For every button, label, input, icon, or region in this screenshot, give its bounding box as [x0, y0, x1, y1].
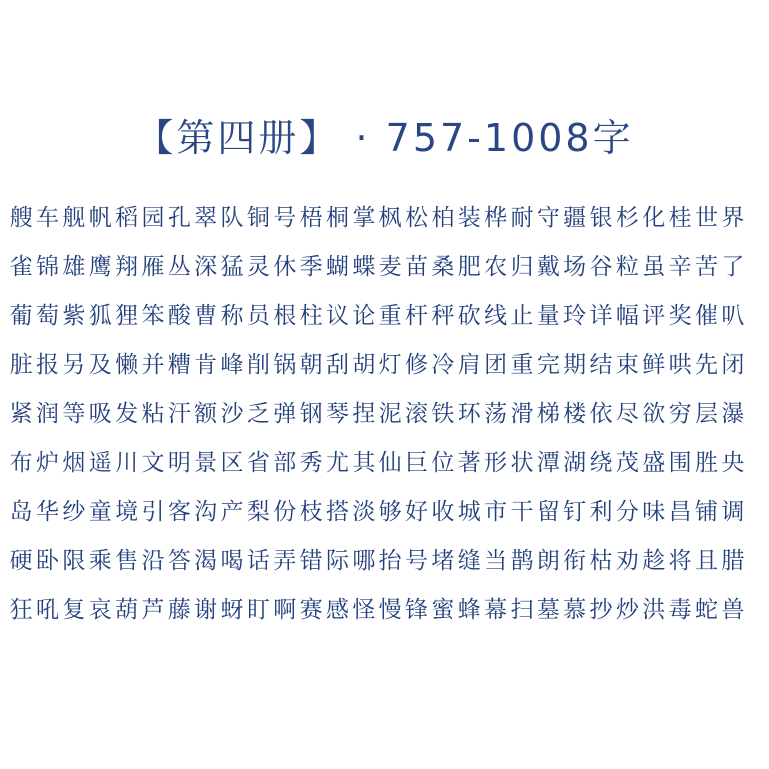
character: 车 [36, 205, 60, 231]
character: 肥 [457, 254, 481, 280]
character: 园 [141, 205, 165, 231]
character: 耐 [510, 205, 534, 231]
character: 当 [484, 548, 508, 574]
character: 毒 [668, 597, 692, 623]
character: 桐 [325, 205, 349, 231]
character: 先 [694, 352, 718, 378]
character: 渴 [194, 548, 218, 574]
character: 市 [484, 499, 508, 525]
character: 调 [721, 499, 745, 525]
character: 潭 [536, 450, 560, 476]
character: 评 [642, 303, 666, 329]
character: 肯 [194, 352, 218, 378]
character: 且 [694, 548, 718, 574]
character: 湖 [563, 450, 587, 476]
character: 量 [536, 303, 560, 329]
character: 穷 [668, 401, 692, 427]
character: 趁 [642, 548, 666, 574]
character: 疆 [563, 205, 587, 231]
character: 欲 [642, 401, 666, 427]
character: 期 [563, 352, 587, 378]
character: 慢 [378, 597, 402, 623]
character: 胜 [694, 450, 718, 476]
character: 额 [194, 401, 218, 427]
character: 队 [220, 205, 244, 231]
character: 腊 [721, 548, 745, 574]
character: 束 [615, 352, 639, 378]
character: 著 [457, 450, 481, 476]
character: 削 [246, 352, 270, 378]
character: 劝 [615, 548, 639, 574]
character: 雁 [141, 254, 165, 280]
character: 搭 [325, 499, 349, 525]
character: 乘 [88, 548, 112, 574]
character: 哀 [88, 597, 112, 623]
character: 吼 [36, 597, 60, 623]
character: 茂 [615, 450, 639, 476]
character: 蝴 [325, 254, 349, 280]
page-title: 【第四册】 · 757-1008字 [135, 116, 634, 160]
character: 麦 [378, 254, 402, 280]
character: 止 [510, 303, 534, 329]
character: 闭 [721, 352, 745, 378]
character: 慕 [563, 597, 587, 623]
character: 售 [115, 548, 139, 574]
character: 幕 [484, 597, 508, 623]
character: 抄 [589, 597, 613, 623]
character: 沿 [141, 548, 165, 574]
character: 尤 [325, 450, 349, 476]
character: 翔 [115, 254, 139, 280]
character: 冷 [431, 352, 455, 378]
character: 区 [220, 450, 244, 476]
character: 感 [325, 597, 349, 623]
character: 蜂 [457, 597, 481, 623]
character: 戴 [536, 254, 560, 280]
character: 蝶 [352, 254, 376, 280]
character: 秀 [299, 450, 323, 476]
character: 发 [115, 401, 139, 427]
character: 楼 [563, 401, 587, 427]
character-row [8, 537, 746, 586]
character: 谢 [194, 597, 218, 623]
character: 朝 [299, 352, 323, 378]
character: 硬 [9, 548, 33, 574]
character: 瀑 [721, 401, 745, 427]
character: 产 [220, 499, 244, 525]
character: 归 [510, 254, 534, 280]
character: 等 [62, 401, 86, 427]
character: 泥 [378, 401, 402, 427]
character: 客 [167, 499, 191, 525]
character: 根 [273, 303, 297, 329]
character: 详 [589, 303, 613, 329]
character: 芦 [141, 597, 165, 623]
character: 掌 [352, 205, 376, 231]
character: 葡 [9, 303, 33, 329]
character: 赛 [299, 597, 323, 623]
character: 仙 [378, 450, 402, 476]
character: 巨 [405, 450, 429, 476]
character: 央 [721, 450, 745, 476]
character: 杉 [615, 205, 639, 231]
character: 玲 [563, 303, 587, 329]
character: 藤 [167, 597, 191, 623]
character: 限 [62, 548, 86, 574]
character: 秤 [431, 303, 455, 329]
character: 肩 [457, 352, 481, 378]
character: 枫 [378, 205, 402, 231]
character: 结 [589, 352, 613, 378]
character: 炒 [615, 597, 639, 623]
character: 围 [668, 450, 692, 476]
character: 铁 [431, 401, 455, 427]
character: 怪 [352, 597, 376, 623]
character: 盛 [642, 450, 666, 476]
character-row [8, 292, 746, 341]
character: 墓 [536, 597, 560, 623]
character: 锦 [36, 254, 60, 280]
character: 线 [484, 303, 508, 329]
character: 铺 [694, 499, 718, 525]
character: 笨 [141, 303, 165, 329]
character-row [8, 439, 746, 488]
character: 布 [9, 450, 33, 476]
character: 世 [694, 205, 718, 231]
character: 够 [378, 499, 402, 525]
character: 蛇 [694, 597, 718, 623]
character: 华 [36, 499, 60, 525]
character: 鹰 [88, 254, 112, 280]
character: 朗 [536, 548, 560, 574]
character: 卧 [36, 548, 60, 574]
character: 状 [510, 450, 534, 476]
character: 砍 [457, 303, 481, 329]
character: 哄 [668, 352, 692, 378]
character: 银 [589, 205, 613, 231]
character: 部 [273, 450, 297, 476]
character: 童 [88, 499, 112, 525]
character: 明 [167, 450, 191, 476]
character: 扫 [510, 597, 534, 623]
character: 糟 [167, 352, 191, 378]
character: 灵 [246, 254, 270, 280]
character: 鹊 [510, 548, 534, 574]
character: 哪 [352, 548, 376, 574]
character: 柱 [299, 303, 323, 329]
character: 守 [536, 205, 560, 231]
character: 位 [431, 450, 455, 476]
character: 虽 [642, 254, 666, 280]
character: 沙 [220, 401, 244, 427]
character: 衔 [563, 548, 587, 574]
character: 狐 [88, 303, 112, 329]
character: 锅 [273, 352, 297, 378]
character: 界 [721, 205, 745, 231]
character: 完 [536, 352, 560, 378]
character: 荡 [484, 401, 508, 427]
character: 鲜 [642, 352, 666, 378]
character: 孔 [167, 205, 191, 231]
character: 环 [457, 401, 481, 427]
character: 粘 [141, 401, 165, 427]
character: 淡 [352, 499, 376, 525]
character: 堵 [431, 548, 455, 574]
character: 雀 [9, 254, 33, 280]
character: 重 [378, 303, 402, 329]
character: 炉 [36, 450, 60, 476]
character: 将 [668, 548, 692, 574]
character: 形 [484, 450, 508, 476]
character: 枯 [589, 548, 613, 574]
character: 答 [167, 548, 191, 574]
character: 修 [405, 352, 429, 378]
character: 脏 [9, 352, 33, 378]
character: 议 [325, 303, 349, 329]
character: 际 [325, 548, 349, 574]
character: 桑 [431, 254, 455, 280]
character: 柏 [431, 205, 455, 231]
character: 引 [141, 499, 165, 525]
character: 丛 [167, 254, 191, 280]
character: 捏 [352, 401, 376, 427]
character: 帆 [88, 205, 112, 231]
character: 乏 [246, 401, 270, 427]
character: 留 [536, 499, 560, 525]
character: 催 [694, 303, 718, 329]
character: 了 [721, 254, 745, 280]
character: 缝 [457, 548, 481, 574]
character: 松 [405, 205, 429, 231]
character: 钉 [563, 499, 587, 525]
character: 场 [563, 254, 587, 280]
character: 依 [589, 401, 613, 427]
character: 省 [246, 450, 270, 476]
character-list [8, 194, 746, 635]
character: 沟 [194, 499, 218, 525]
character: 洪 [642, 597, 666, 623]
character: 盯 [246, 597, 270, 623]
character: 粒 [615, 254, 639, 280]
character: 休 [273, 254, 297, 280]
character: 翠 [194, 205, 218, 231]
character: 团 [484, 352, 508, 378]
character: 昌 [668, 499, 692, 525]
character: 雄 [62, 254, 86, 280]
character: 并 [141, 352, 165, 378]
character: 城 [457, 499, 481, 525]
character: 狸 [115, 303, 139, 329]
character: 兽 [721, 597, 745, 623]
character-row [8, 243, 746, 292]
character: 狂 [9, 597, 33, 623]
character-row [8, 488, 746, 537]
character: 岛 [9, 499, 33, 525]
character: 号 [405, 548, 429, 574]
character: 刮 [325, 352, 349, 378]
character: 利 [589, 499, 613, 525]
character: 曹 [194, 303, 218, 329]
character: 农 [484, 254, 508, 280]
character: 紧 [9, 401, 33, 427]
character: 装 [457, 205, 481, 231]
character: 份 [273, 499, 297, 525]
character: 干 [510, 499, 534, 525]
character: 杆 [405, 303, 429, 329]
character: 收 [431, 499, 455, 525]
character: 化 [642, 205, 666, 231]
character: 稻 [115, 205, 139, 231]
character: 枝 [299, 499, 323, 525]
character: 吸 [88, 401, 112, 427]
character: 景 [194, 450, 218, 476]
character: 谷 [589, 254, 613, 280]
character: 复 [62, 597, 86, 623]
character: 其 [352, 450, 376, 476]
character: 尽 [615, 401, 639, 427]
character: 境 [115, 499, 139, 525]
character: 汗 [167, 401, 191, 427]
character: 论 [352, 303, 376, 329]
character: 称 [220, 303, 244, 329]
character: 滚 [405, 401, 429, 427]
character: 苗 [405, 254, 429, 280]
character-row [8, 390, 746, 439]
character: 紫 [62, 303, 86, 329]
character: 好 [405, 499, 429, 525]
character: 蚜 [220, 597, 244, 623]
character: 桂 [668, 205, 692, 231]
character: 梨 [246, 499, 270, 525]
character: 幅 [615, 303, 639, 329]
character: 弄 [273, 548, 297, 574]
character: 梯 [536, 401, 560, 427]
character: 川 [115, 450, 139, 476]
character: 懒 [115, 352, 139, 378]
character: 话 [246, 548, 270, 574]
character: 铜 [246, 205, 270, 231]
character: 号 [273, 205, 297, 231]
character-row [8, 194, 746, 243]
character: 灯 [378, 352, 402, 378]
character: 锋 [405, 597, 429, 623]
character: 啊 [273, 597, 297, 623]
character: 琴 [325, 401, 349, 427]
character: 深 [194, 254, 218, 280]
character: 艘 [9, 205, 33, 231]
character: 猛 [220, 254, 244, 280]
character: 奖 [668, 303, 692, 329]
character: 桦 [484, 205, 508, 231]
character: 萄 [36, 303, 60, 329]
character: 抬 [378, 548, 402, 574]
character: 另 [62, 352, 86, 378]
character-row [8, 586, 746, 635]
character-row [8, 341, 746, 390]
character: 纱 [62, 499, 86, 525]
character: 峰 [220, 352, 244, 378]
character: 蜜 [431, 597, 455, 623]
character: 润 [36, 401, 60, 427]
character: 绕 [589, 450, 613, 476]
character: 及 [88, 352, 112, 378]
character: 重 [510, 352, 534, 378]
character: 弹 [273, 401, 297, 427]
character: 烟 [62, 450, 86, 476]
character: 报 [36, 352, 60, 378]
character: 味 [642, 499, 666, 525]
character: 辛 [668, 254, 692, 280]
character: 舰 [62, 205, 86, 231]
character: 苦 [694, 254, 718, 280]
character: 酸 [167, 303, 191, 329]
character: 员 [246, 303, 270, 329]
character: 葫 [115, 597, 139, 623]
character: 钢 [299, 401, 323, 427]
character: 胡 [352, 352, 376, 378]
character: 叭 [721, 303, 745, 329]
character: 分 [615, 499, 639, 525]
character: 季 [299, 254, 323, 280]
character: 滑 [510, 401, 534, 427]
character: 错 [299, 548, 323, 574]
character: 层 [694, 401, 718, 427]
character: 梧 [299, 205, 323, 231]
character: 喝 [220, 548, 244, 574]
character: 遥 [88, 450, 112, 476]
character: 文 [141, 450, 165, 476]
